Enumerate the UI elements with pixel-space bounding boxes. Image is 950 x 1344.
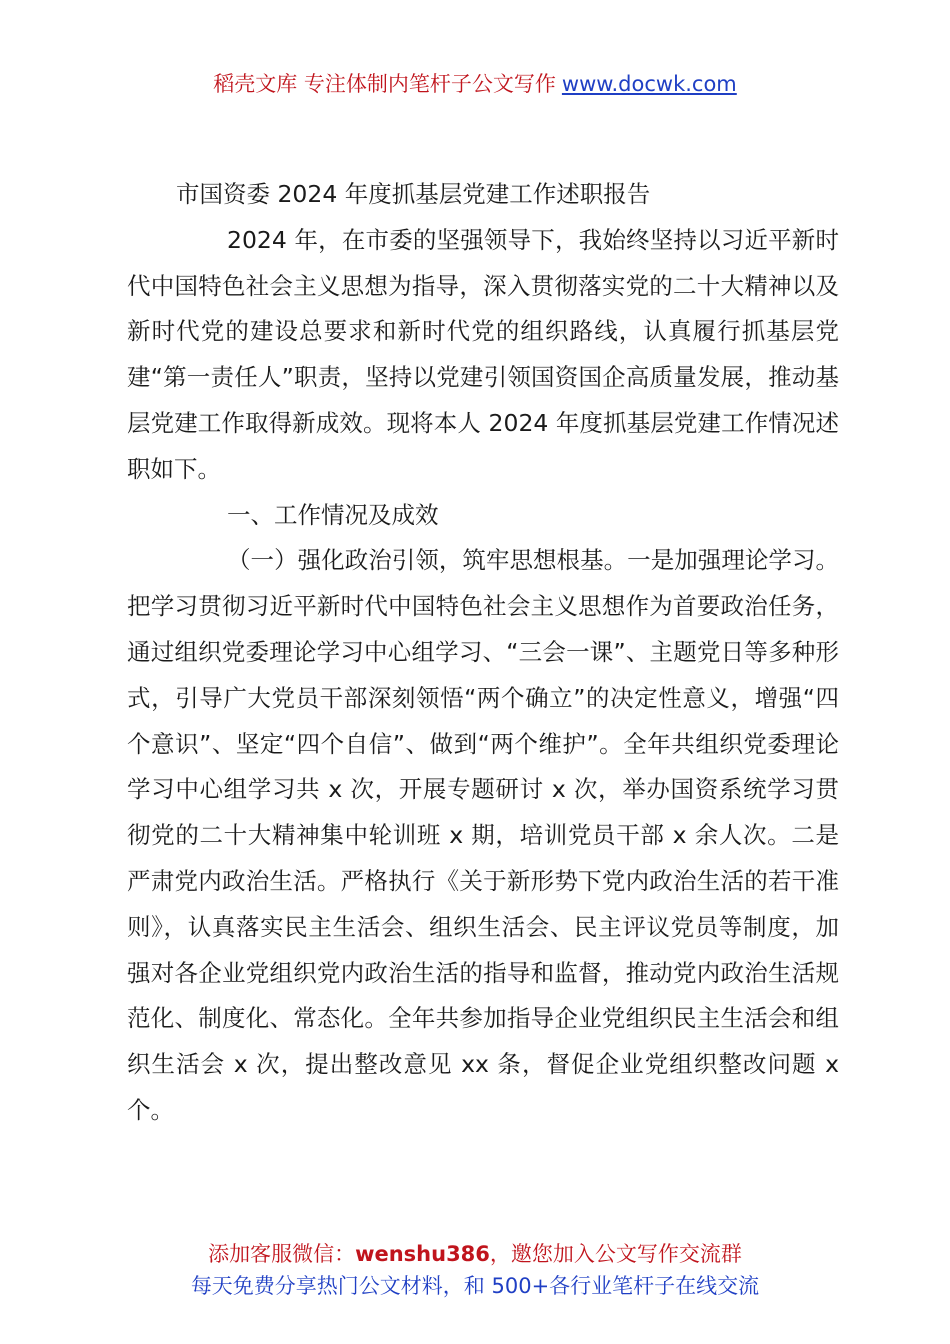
document-body: [127, 172, 839, 1134]
section-1-paragraph-1: （一）强化政治引领，筑牢思想根基。一是加强理论学习。把学习贯彻习近平新时代中国特色社会主义思想作为首要政治任务，通过组织党委理论学习中心组学习、“三会一课”、主题党日等多种形式，引导广大党员干部深刻领悟“两个确立”的决定性意义，增强“四个意识”、坚定“四个自信”、做到“两个维护”。全年共组织党委理论学习中心组学习共 x 次，开展专题研讨 x 次，举办国资系统学习贯彻党的二十大精神集中轮训班 x 期，培训党员干部 x 余人次。二是严肃党内政治生活。严格执行《关于新形势下党内政治生活的若干准则》，认真落实民主生活会、组织生活会、民主评议党员等制度，加强对各企业党组织党内政治生活的指导和监督，推动党内政治生活规范化、制度化、常态化。全年共参加指导企业党组织民主生活会和组织生活会 x 次，提出整改意见 xx 条，督促企业党组织整改问题 x 个。: [127, 546, 839, 1124]
footer-contact-suffix: ，邀您加入公文写作交流群: [489, 1242, 742, 1266]
page-header: [0, 68, 950, 100]
section-heading-1: 一、工作情况及成效: [227, 500, 439, 529]
page-footer: [0, 1238, 950, 1302]
header-brand-text: 稻壳文库 专注体制内笔杆子公文写作: [213, 72, 556, 96]
footer-share-line: 每天免费分享热门公文材料，和 500+各行业笔杆子在线交流: [190, 1274, 760, 1298]
footer-contact-prefix: 添加客服微信：: [208, 1242, 356, 1266]
footer-contact-line: [0, 1238, 950, 1270]
intro-paragraph: 2024 年，在市委的坚强领导下，我始终坚持以习近平新时代中国特色社会主义思想为指导，深入贯彻落实党的二十大精神以及新时代党的建设总要求和新时代党的组织路线，认真履行抓基层党建“第一责任人”职责，坚持以党建引领国资国企高质量发展，推动基层党建工作取得新成效。现将本人 2024 年度抓基层党建工作情况述职如下。: [127, 225, 839, 483]
footer-wechat-id: wenshu386: [355, 1242, 490, 1266]
header-website-link[interactable]: www.docwk.com: [561, 72, 737, 96]
document-title: 市国资委 2024 年度抓基层党建工作述职报告: [176, 180, 651, 208]
